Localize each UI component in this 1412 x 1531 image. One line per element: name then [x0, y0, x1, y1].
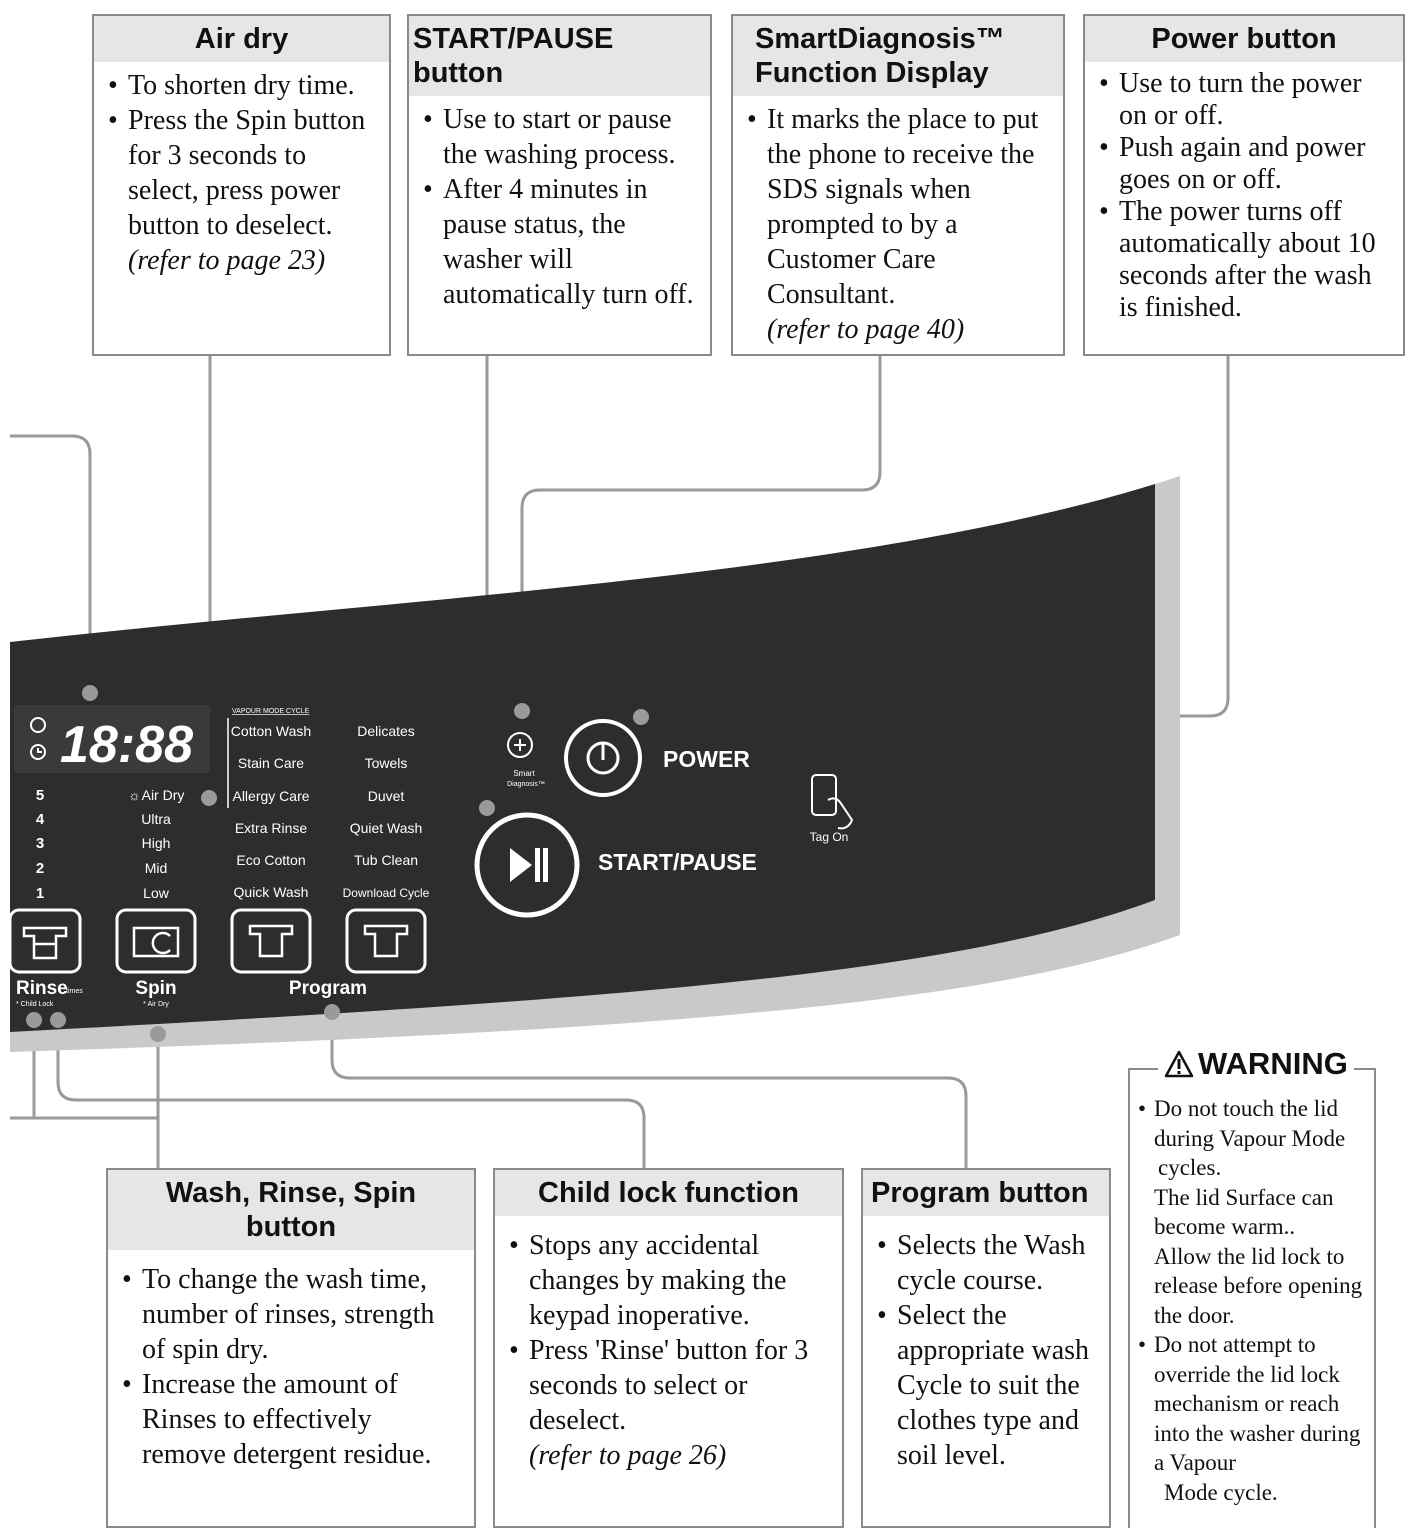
spin-label: Spin [135, 978, 177, 999]
child-lock-ref: (refer to page 26) [529, 1440, 727, 1471]
wash-rinse-spin-title: Wash, Rinse, Spin button [108, 1170, 474, 1250]
child-lock-sublabel: * Child Lock [16, 1001, 54, 1008]
air-dry-sublabel: * Air Dry [143, 1001, 169, 1008]
anchor-dot [514, 703, 530, 719]
anchor-dot [324, 1004, 340, 1020]
warning-line: cycles. [1158, 1155, 1222, 1180]
warning-heading [1158, 1046, 1354, 1082]
program-item: Quick Wash [233, 884, 309, 900]
power-callout [1083, 14, 1405, 356]
rinse-level: 3 [35, 835, 45, 852]
child-lock-line: • Press 'Rinse' button for 3 seconds to select or deselect. [507, 1333, 830, 1438]
program-item: Eco Cotton [236, 852, 306, 868]
anchor-dot [150, 1026, 166, 1042]
air-dry-ref: (refer to page 23) [128, 245, 326, 276]
anchor-dot [201, 790, 217, 806]
spin-level: Air Dry [141, 787, 185, 803]
smart-label-2: Diagnosis™ [507, 781, 545, 788]
spin-level: High [141, 835, 171, 851]
rinse-times-label: times [66, 988, 83, 995]
warning-line: The lid Surface can become warm.. [1154, 1184, 1334, 1239]
program-item: Allergy Care [232, 788, 310, 804]
vapour-mode-header: VAPOUR MODE CYCLE [232, 708, 310, 715]
child-lock-callout [493, 1168, 844, 1528]
rinse-level: 2 [35, 860, 45, 877]
rinse-level: 5 [35, 787, 45, 804]
wash-rinse-spin-line: • Increase the amount of Rinses to effectively remove detergent residue. [120, 1367, 462, 1472]
smart-diagnosis-ref: (refer to page 40) [767, 314, 965, 345]
warning-line: • Do not attempt to override the lid lock mechanism or reach into the washer during a Vapour [1138, 1330, 1366, 1478]
warning-line: Allow the lid lock to release before opening the door. [1154, 1243, 1363, 1328]
program-label: Program [288, 978, 368, 999]
start-pause-label: START/PAUSE [598, 849, 757, 875]
smart-diagnosis-title-2: Function Display [755, 57, 989, 89]
smart-label-1: Smart [513, 769, 535, 778]
spin-level: Mid [144, 860, 168, 876]
rinse-level: 4 [35, 811, 45, 828]
power-title: Power button [1085, 16, 1403, 62]
program-item: Quiet Wash [349, 820, 423, 836]
power-line: • The power turns off automatically about 10 seconds after the wash is finished. [1097, 196, 1391, 324]
anchor-dot [26, 1012, 42, 1028]
start-pause-title: START/PAUSE button [409, 16, 710, 96]
start-pause-line: • After 4 minutes in pause status, the washer will automatically turn off. [421, 172, 698, 312]
wash-rinse-spin-callout [106, 1168, 476, 1528]
warning-title: WARNING [1198, 1046, 1348, 1081]
warning-box [1128, 1046, 1376, 1528]
anchor-dot [50, 1012, 66, 1028]
power-line: • Use to turn the power on or off. [1097, 68, 1391, 132]
anchor-dot [479, 800, 495, 816]
program-callout [861, 1168, 1111, 1528]
program-line: • Select the appropriate wash Cycle to suit the clothes type and soil level. [875, 1298, 1097, 1473]
smart-diagnosis-title-1: SmartDiagnosis™ [755, 23, 1005, 55]
child-lock-line: • Stops any accidental changes by making the keypad inoperative. [507, 1228, 830, 1333]
program-title: Program button [863, 1170, 1109, 1216]
start-pause-callout [407, 14, 712, 356]
air-dry-callout [92, 14, 391, 356]
anchor-dot [633, 709, 649, 725]
program-item: Towels [364, 755, 408, 771]
power-line: • Push again and power goes on or off. [1097, 132, 1391, 196]
smart-diagnosis-line: • It marks the place to put the phone to receive the SDS signals when prompted to by a Customer Care Consultant. [745, 102, 1051, 312]
anchor-dot [82, 685, 98, 701]
warning-line: Mode cycle. [1164, 1479, 1278, 1505]
program-item: Duvet [367, 788, 405, 804]
program-item: Tub Clean [353, 852, 419, 868]
rinse-level: 1 [35, 885, 45, 902]
smart-diagnosis-callout [731, 14, 1065, 356]
power-label: POWER [663, 746, 750, 772]
spin-level: Ultra [141, 811, 171, 827]
warning-line: • Do not touch the lid during Vapour Mode [1138, 1094, 1366, 1153]
program-line: • Selects the Wash cycle course. [875, 1228, 1097, 1298]
rinse-label: Rinse [16, 978, 68, 999]
program-item: Extra Rinse [234, 820, 308, 836]
wash-rinse-spin-line: • To change the wash time, number of rinses, strength of spin dry. [120, 1262, 462, 1367]
program-item: Download Cycle [342, 886, 430, 900]
air-dry-line: • To shorten dry time. [106, 68, 377, 103]
tag-on-label: Tag On [809, 830, 849, 844]
warning-triangle-icon [1164, 1050, 1194, 1078]
program-item: Stain Care [237, 755, 305, 771]
air-dry-line: • Press the Spin button for 3 seconds to select, press power button to deselect. [106, 103, 377, 243]
program-item: Delicates [357, 723, 415, 739]
spin-level: Low [143, 885, 169, 901]
display-digits: 18:88 [60, 716, 193, 774]
program-item: Cotton Wash [230, 723, 312, 739]
air-dry-title: Air dry [94, 16, 389, 62]
air-dry-sun-icon: ☼ [128, 787, 141, 803]
child-lock-title: Child lock function [495, 1170, 842, 1216]
start-pause-line: • Use to start or pause the washing process. [421, 102, 698, 172]
